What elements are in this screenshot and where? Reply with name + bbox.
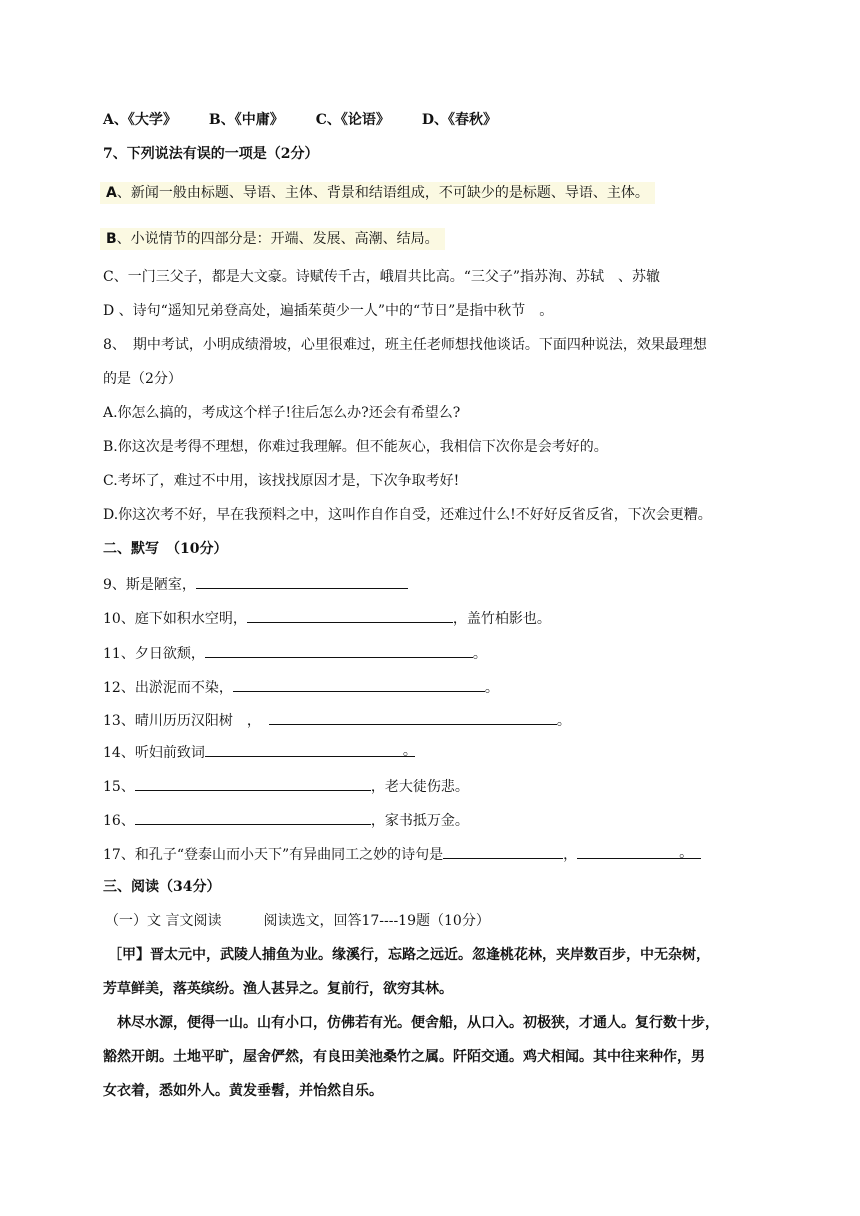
q10-prompt: 10、庭下如积水空明， xyxy=(103,611,247,627)
section2-title: 二、默写 （10分） xyxy=(103,541,228,557)
section3-title: 三、阅读（34分） xyxy=(103,879,221,895)
q15-suffix: ，老大徒伤悲。 xyxy=(370,779,469,795)
q12-prompt: 12、出淤泥而不染， xyxy=(103,680,233,696)
q14-prompt: 14、听妇前致词 xyxy=(103,745,205,761)
q10 xyxy=(103,608,551,628)
q7-option-a-text: 、新闻一般由标题、导语、主体、背景和结语组成，不可缺少的是标题、导语、主体。 xyxy=(116,185,649,201)
q11 xyxy=(103,643,487,663)
q16-prefix: 16、 xyxy=(103,813,135,829)
q10-answer-blank[interactable] xyxy=(247,608,453,623)
q6-options xyxy=(103,111,529,129)
q14-answer-blank[interactable] xyxy=(205,742,415,757)
q14 xyxy=(103,742,415,762)
q12-answer-blank[interactable] xyxy=(233,677,485,692)
q6-option-b: B、《中庸》 xyxy=(208,112,284,128)
q12-period: 。 xyxy=(484,680,499,696)
q7-stem: 7、下列说法有误的一项是（2分） xyxy=(103,146,319,162)
q8-stem-line1: 8、 期中考试，小明成绩滑坡，心里很难过，班主任老师想找他谈话。下面四种说法，效果最理想 xyxy=(103,337,707,353)
q17-comma: ， xyxy=(563,847,578,863)
q6-option-d: D、《春秋》 xyxy=(421,112,498,128)
q6-option-c: C、《论语》 xyxy=(315,112,390,128)
q8-option-b: B.你这次是考得不理想，你难过我理解。但不能灰心，我相信下次你是会考好的。 xyxy=(103,439,608,455)
q7-option-c: C、一门三父子，都是大文豪。诗赋传千古，峨眉共比高。“三父子”指苏洵、苏轼 、苏辙 xyxy=(103,269,661,285)
q15-answer-blank[interactable] xyxy=(135,776,371,791)
q8-option-d: D.你这次考不好，早在我预料之中，这叫作自作自受，还难过什么!不好好反省反省，下次会更糟。 xyxy=(103,507,712,523)
q8-option-a: A.你怎么搞的，考成这个样子!往后怎么办?还会有希望么? xyxy=(103,405,461,421)
passage-para2-line2: 豁然开朗。土地平旷，屋舍俨然，有良田美池桑竹之属。阡陌交通。鸡犬相闻。其中往来种作，男 xyxy=(103,1049,705,1065)
q13-answer-blank[interactable] xyxy=(269,710,557,725)
q17 xyxy=(103,844,701,864)
q14-period: 。 xyxy=(402,743,417,759)
q9-answer-blank[interactable] xyxy=(196,574,408,589)
passage-para2-line3: 女衣着，悉如外人。黄发垂髫，并怡然自乐。 xyxy=(103,1083,383,1099)
q8-stem-line2: 的是（2分） xyxy=(103,371,182,387)
q10-suffix: ，盖竹柏影也。 xyxy=(452,611,551,627)
passage-para2-line1: 林尽水源，便得一山。山有小口，仿佛若有光。便舍船，从口入。初极狭，才通人。复行数十步， xyxy=(103,1015,719,1031)
q16-answer-blank[interactable] xyxy=(135,810,371,825)
q16-suffix: ，家书抵万金。 xyxy=(370,813,469,829)
passage-jia-line1: ［甲】晋太元中，武陵人捕鱼为业。缘溪行，忘路之远近。忽逢桃花林，夹岸数百步，中无杂树， xyxy=(108,947,710,963)
q7-option-a xyxy=(103,184,655,202)
q17-answer-blank-2[interactable] xyxy=(577,844,701,859)
q7-option-d: D 、诗句“遥知兄弟登高处，遍插茱萸少一人”中的“节日”是指中秋节 。 xyxy=(103,303,554,319)
q15-prefix: 15、 xyxy=(103,779,135,795)
q11-prompt: 11、夕日欲颓， xyxy=(103,646,205,662)
q8-option-c: C.考坏了，难过不中用，该找找原因才是，下次争取考好! xyxy=(103,473,460,489)
q17-answer-blank-1[interactable] xyxy=(443,844,563,859)
q13-period: 。 xyxy=(556,713,571,729)
q7-option-b-text: 、小说情节的四部分是：开端、发展、高潮、结局。 xyxy=(116,231,439,247)
q9 xyxy=(103,574,408,594)
q7-option-b xyxy=(103,230,445,248)
q11-period: 。 xyxy=(472,646,487,662)
q17-period: 。 xyxy=(679,845,694,861)
q13 xyxy=(103,710,571,730)
passage-jia-line2: 芳草鲜美，落英缤纷。渔人甚异之。复前行，欲穷其林。 xyxy=(103,981,453,997)
q12 xyxy=(103,677,499,697)
q9-prompt: 9、斯是陋室， xyxy=(103,577,196,593)
q7-option-b-letter: B xyxy=(106,231,117,247)
q11-answer-blank[interactable] xyxy=(205,643,473,658)
q17-prompt: 17、和孔子“登泰山而小天下”有异曲同工之妙的诗句是 xyxy=(103,847,444,863)
q6-option-a: A、《大学》 xyxy=(103,112,177,128)
q7-option-a-letter: A xyxy=(106,185,117,201)
section3-subtitle: （一）文 言文阅读 阅读选文，回答17----19题（10分） xyxy=(105,913,490,929)
q15 xyxy=(103,776,469,796)
q13-prompt: 13、晴川历历汉阳树 ， xyxy=(103,713,261,729)
q16 xyxy=(103,810,469,830)
